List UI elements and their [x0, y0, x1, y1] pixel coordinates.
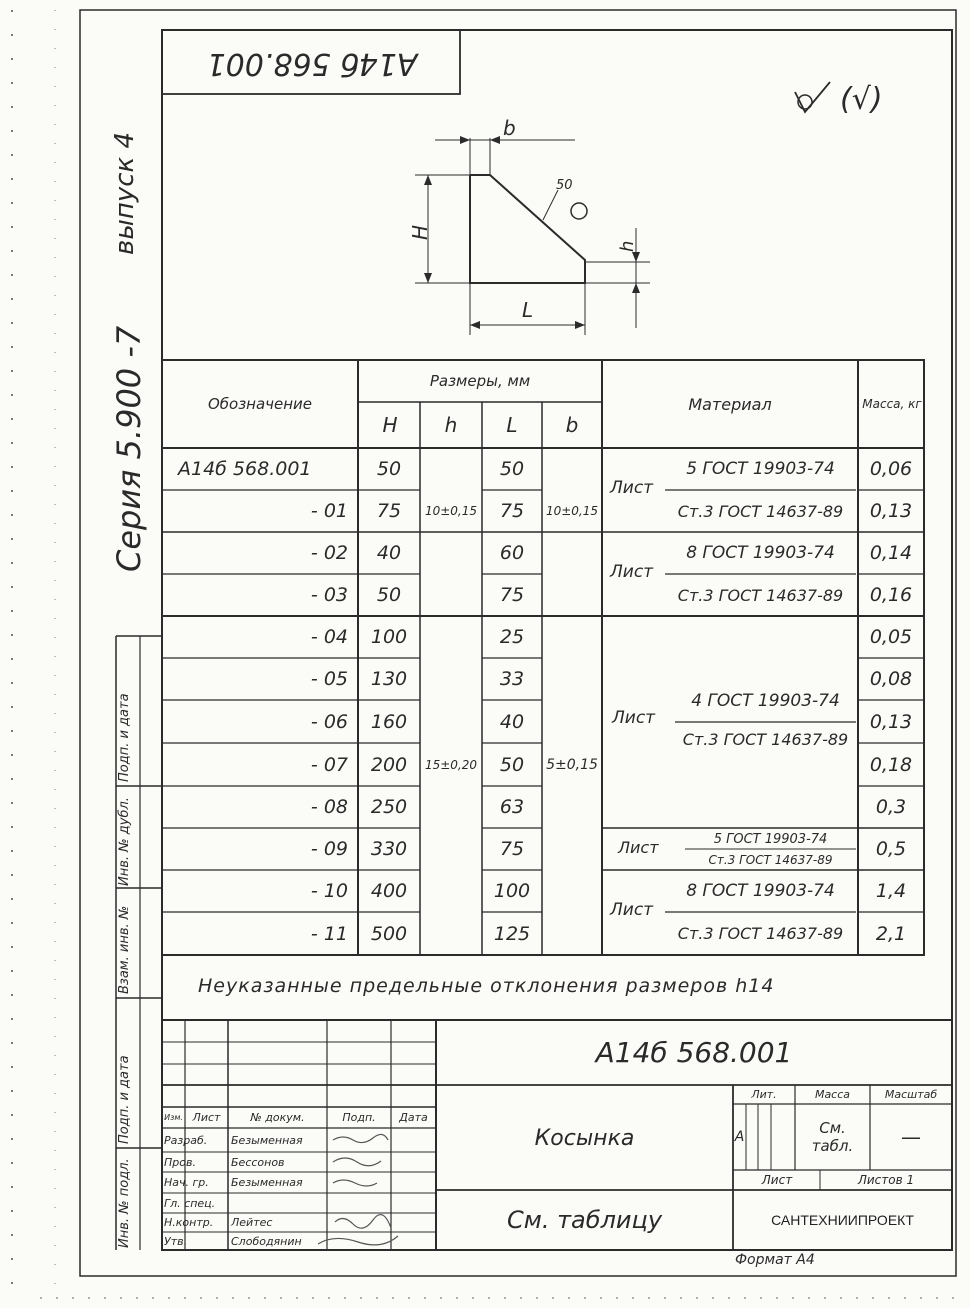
row-H-value: 330 [370, 838, 408, 860]
issue-label: выпуск 4 [110, 131, 140, 255]
row-designation: - 05 [310, 668, 348, 690]
tb-role-name: Бессонов [231, 1155, 285, 1169]
tb-role-name: Лейтес [231, 1216, 273, 1229]
title-code: А14б 568.001 [595, 1035, 793, 1069]
material-2-word: Лист [610, 562, 654, 582]
dim-h-label: h [617, 240, 638, 252]
row-L-value: 50 [499, 458, 525, 480]
row-H-value: 400 [370, 880, 408, 902]
roughness-mark: (√) [840, 82, 883, 117]
row-mass-value: 0,13 [869, 710, 913, 733]
header-designation: Обозначение [207, 395, 313, 413]
row-H-value: 500 [370, 922, 408, 945]
sheets-label: Листов 1 [857, 1173, 915, 1187]
row-L-value: 75 [499, 500, 525, 522]
title-organization: САНТЕХНИИПРОЕКТ [771, 1212, 914, 1228]
header-mass: Масса, кг [862, 397, 922, 411]
title-part-name: Косынка [534, 1125, 635, 1151]
tb-role-name [231, 1193, 325, 1213]
row-L-value: 75 [499, 838, 525, 860]
tb-role-label: Разраб. [164, 1133, 208, 1147]
format-label: Формат А4 [735, 1252, 815, 1268]
tb-role-name: Безыменная [231, 1133, 303, 1147]
row-mass-value: 0,13 [869, 500, 913, 522]
merged-h-group1: 10±0,15 [424, 504, 478, 518]
tb-role-label: Н.контр. [164, 1216, 214, 1229]
row-mass-value: 0,05 [869, 626, 913, 648]
tb-header-docnum: № докум. [250, 1111, 305, 1124]
margin-field-dup-inv: Инв. № дубл. [117, 797, 132, 886]
material-4-top: 5 ГОСТ 19903-74 [713, 831, 828, 847]
row-H-value: 50 [376, 458, 402, 480]
material-3-word: Лист [612, 708, 656, 728]
title-see-table: См. таблицу [506, 1206, 663, 1234]
row-mass-value: 0,14 [869, 542, 913, 564]
row-H-value: 50 [376, 584, 402, 606]
tb-role-label: Гл. спец. [164, 1196, 216, 1210]
material-3-top: 4 ГОСТ 19903-74 [691, 691, 840, 711]
header-col-b: b [565, 413, 579, 437]
merged-b-group2: 5±0,15 [546, 756, 598, 773]
row-mass-value: 2,1 [875, 922, 907, 945]
sheet-label: Лист [761, 1173, 793, 1187]
mass-label: Масса [814, 1088, 851, 1101]
row-H-value: 250 [370, 796, 408, 818]
header-sizes: Размеры, мм [429, 372, 531, 390]
margin-field-repl-inv: Взам. инв. № [117, 905, 132, 994]
row-designation: - 04 [310, 626, 348, 648]
material-1-word: Лист [610, 478, 654, 498]
margin-field-orig-inv: Инв. № подл. [117, 1158, 132, 1248]
header-col-h: h [444, 413, 458, 437]
tb-header-change: Изм. [164, 1113, 183, 1122]
row-L-value: 33 [499, 668, 525, 690]
row-designation: - 03 [310, 584, 348, 606]
scale-label: Масштаб [884, 1088, 938, 1101]
tb-header-sheet: Лист [192, 1111, 221, 1124]
stamp-code: А14б 568.001 [206, 46, 418, 82]
row-mass-value: 1,4 [875, 880, 907, 902]
merged-b-group1: 10±0,15 [545, 504, 599, 518]
header-col-H: H [382, 413, 398, 437]
row-L-value: 75 [499, 584, 525, 606]
row-L-value: 50 [499, 753, 525, 776]
row-mass-value: 0,08 [869, 668, 913, 690]
row-designation: - 01 [310, 500, 348, 522]
material-5-top: 8 ГОСТ 19903-74 [686, 881, 835, 901]
row-L-value: 125 [493, 922, 531, 945]
tb-header-sign: Подп. [342, 1111, 376, 1124]
scale-value: — [901, 1125, 921, 1149]
row-mass-value: 0,06 [869, 458, 913, 480]
row-designation: - 07 [310, 753, 348, 776]
row-H-value: 130 [370, 668, 408, 690]
tb-role-label: Утв. [164, 1234, 188, 1248]
row-L-value: 25 [499, 626, 525, 648]
row-designation: - 10 [310, 880, 348, 902]
tb-role-label: Нач. гр. [164, 1176, 209, 1189]
row-H-value: 40 [376, 542, 402, 564]
row-L-value: 63 [499, 796, 525, 818]
row-designation: - 06 [310, 710, 348, 733]
dim-b-label: b [503, 116, 516, 140]
material-4-bottom: Ст.3 ГОСТ 14637-89 [708, 853, 833, 867]
material-1-top: 5 ГОСТ 19903-74 [686, 459, 835, 479]
series-label: Серия 5.900 -7 [110, 325, 148, 572]
dim-L-label: L [522, 298, 534, 322]
material-1-bottom: Ст.3 ГОСТ 14637-89 [677, 501, 844, 521]
tolerance-note: Неуказанные предельные отклонения размеров h14 [198, 975, 775, 997]
row-designation: А14б 568.001 [178, 458, 312, 480]
lit-value: А [734, 1129, 745, 1145]
dim-H-label: H [408, 224, 432, 240]
row-mass-value: 0,5 [875, 838, 907, 860]
material-2-top: 8 ГОСТ 19903-74 [686, 543, 835, 563]
weld-note: 50 [556, 178, 573, 193]
material-3-bottom: Ст.3 ГОСТ 14637-89 [682, 729, 849, 749]
material-5-bottom: Ст.3 ГОСТ 14637-89 [677, 923, 844, 943]
lit-label: Лит. [751, 1088, 777, 1101]
row-mass-value: 0,18 [869, 753, 913, 776]
row-H-value: 100 [370, 626, 408, 648]
row-H-value: 75 [376, 500, 402, 522]
material-4-word: Лист [618, 838, 659, 857]
material-2-bottom: Ст.3 ГОСТ 14637-89 [677, 585, 844, 605]
row-mass-value: 0,3 [875, 796, 907, 818]
tb-role-name: Слободянин [231, 1234, 302, 1248]
row-designation: - 11 [310, 922, 348, 945]
row-L-value: 60 [499, 542, 525, 564]
merged-h-group2: 15±0,20 [424, 757, 478, 772]
header-col-L: L [506, 413, 518, 437]
row-L-value: 40 [499, 710, 525, 733]
mass-value: См. табл. [811, 1119, 854, 1155]
margin-field-sign-date-2: Подп. и дата [117, 1055, 132, 1144]
row-mass-value: 0,16 [869, 584, 913, 606]
row-designation: - 09 [310, 838, 348, 860]
margin-field-sign-date-1: Подп. и дата [117, 693, 132, 782]
tb-role-label: Пров. [164, 1155, 196, 1169]
row-H-value: 200 [370, 753, 408, 776]
tb-role-name: Безыменная [231, 1176, 303, 1189]
material-5-word: Лист [610, 900, 654, 920]
tb-header-date: Дата [399, 1111, 428, 1124]
row-designation: - 08 [310, 796, 348, 818]
header-material: Материал [688, 394, 772, 414]
row-L-value: 100 [493, 880, 531, 902]
row-designation: - 02 [310, 542, 348, 564]
row-H-value: 160 [370, 710, 408, 733]
